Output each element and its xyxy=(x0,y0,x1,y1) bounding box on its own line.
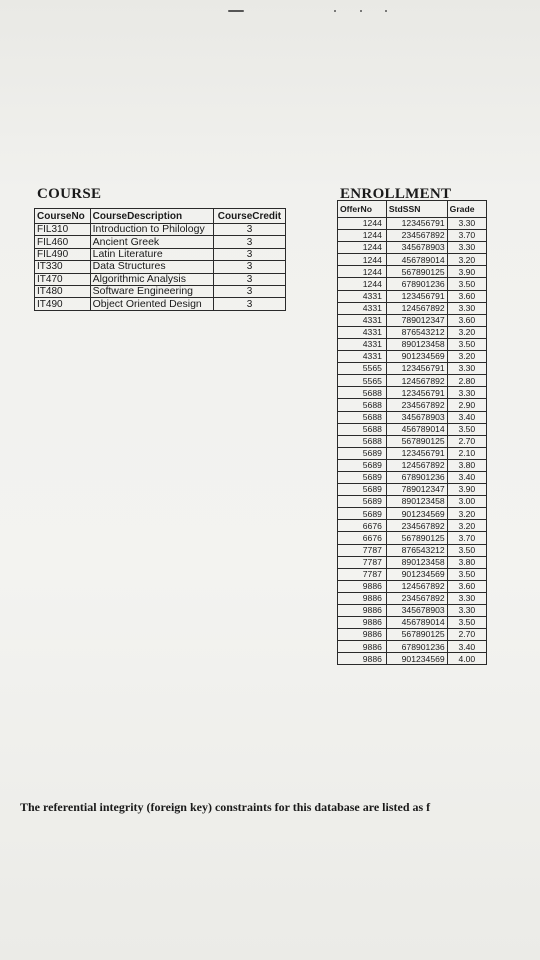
course-no-cell: IT480 xyxy=(35,285,91,297)
enrollment-row xyxy=(338,290,487,302)
enrollment-row xyxy=(338,629,487,641)
grade-cell: 3.30 xyxy=(447,218,486,230)
enrollment-row xyxy=(338,520,487,532)
std-ssn-cell: 789012347 xyxy=(386,484,447,496)
offer-no-cell: 1244 xyxy=(338,218,387,230)
enrollment-row xyxy=(338,375,487,387)
grade-cell: 3.40 xyxy=(447,411,486,423)
std-ssn-cell: 345678903 xyxy=(386,242,447,254)
enrollment-row xyxy=(338,641,487,653)
enrollment-row xyxy=(338,326,487,338)
enrollment-row xyxy=(338,617,487,629)
std-ssn-cell: 345678903 xyxy=(386,605,447,617)
enrollment-row xyxy=(338,302,487,314)
course-no-cell: FIL310 xyxy=(35,224,91,236)
enrollment-row xyxy=(338,351,487,363)
std-ssn-cell: 234567892 xyxy=(386,230,447,242)
enrollment-row xyxy=(338,592,487,604)
offer-no-cell: 1244 xyxy=(338,230,387,242)
grade-cell: 3.30 xyxy=(447,242,486,254)
enrollment-row xyxy=(338,242,487,254)
course-no-cell: FIL490 xyxy=(35,248,91,260)
offer-no-cell: 4331 xyxy=(338,314,387,326)
offer-no-cell: 5688 xyxy=(338,423,387,435)
offer-no-cell: 1244 xyxy=(338,266,387,278)
enrollment-row xyxy=(338,508,487,520)
offer-no-cell: 5689 xyxy=(338,447,387,459)
grade-cell: 3.40 xyxy=(447,471,486,483)
grade-cell: 3.50 xyxy=(447,544,486,556)
std-ssn-cell: 234567892 xyxy=(386,520,447,532)
course-row xyxy=(35,285,286,297)
enrollment-row xyxy=(338,471,487,483)
offer-no-cell: 9886 xyxy=(338,653,387,665)
std-ssn-cell: 456789014 xyxy=(386,423,447,435)
course-row xyxy=(35,273,286,285)
enrollment-row xyxy=(338,556,487,568)
grade-cell: 3.30 xyxy=(447,605,486,617)
grade-cell: 2.90 xyxy=(447,399,486,411)
enrollment-row xyxy=(338,568,487,580)
course-description-cell: Object Oriented Design xyxy=(90,298,213,310)
offer-no-cell: 5689 xyxy=(338,459,387,471)
enrollment-row xyxy=(338,435,487,447)
offer-no-cell: 4331 xyxy=(338,351,387,363)
enrollment-row xyxy=(338,484,487,496)
offer-no-cell: 7787 xyxy=(338,568,387,580)
course-row xyxy=(35,298,286,310)
course-credit-cell: 3 xyxy=(213,273,285,285)
offer-no-cell: 5688 xyxy=(338,399,387,411)
std-ssn-cell: 567890125 xyxy=(386,435,447,447)
course-table-title: COURSE xyxy=(37,186,102,202)
offer-no-cell: 5688 xyxy=(338,411,387,423)
grade-cell: 3.20 xyxy=(447,508,486,520)
std-ssn-cell: 901234569 xyxy=(386,653,447,665)
enrollment-header-row xyxy=(338,201,487,218)
course-credit-cell: 3 xyxy=(213,248,285,260)
enrollment-header-stdssn: StdSSN xyxy=(386,201,447,218)
offer-no-cell: 6676 xyxy=(338,520,387,532)
offer-no-cell: 1244 xyxy=(338,242,387,254)
grade-cell: 3.30 xyxy=(447,302,486,314)
course-description-cell: Ancient Greek xyxy=(90,236,213,248)
enrollment-row xyxy=(338,411,487,423)
std-ssn-cell: 901234569 xyxy=(386,351,447,363)
std-ssn-cell: 124567892 xyxy=(386,580,447,592)
grade-cell: 2.70 xyxy=(447,435,486,447)
offer-no-cell: 6676 xyxy=(338,532,387,544)
grade-cell: 3.60 xyxy=(447,290,486,302)
offer-no-cell: 5689 xyxy=(338,508,387,520)
course-table xyxy=(34,208,286,311)
grade-cell: 3.50 xyxy=(447,278,486,290)
course-no-cell: IT330 xyxy=(35,261,91,273)
course-credit-cell: 3 xyxy=(213,285,285,297)
grade-cell: 3.70 xyxy=(447,230,486,242)
enrollment-row xyxy=(338,314,487,326)
grade-cell: 2.80 xyxy=(447,375,486,387)
enrollment-row xyxy=(338,532,487,544)
offer-no-cell: 9886 xyxy=(338,592,387,604)
course-description-cell: Algorithmic Analysis xyxy=(90,273,213,285)
course-description-cell: Latin Literature xyxy=(90,248,213,260)
grade-cell: 3.20 xyxy=(447,351,486,363)
offer-no-cell: 4331 xyxy=(338,338,387,350)
grade-cell: 3.50 xyxy=(447,423,486,435)
enrollment-row xyxy=(338,459,487,471)
enrollment-row xyxy=(338,580,487,592)
std-ssn-cell: 123456791 xyxy=(386,447,447,459)
offer-no-cell: 5689 xyxy=(338,471,387,483)
ink-mark xyxy=(334,10,336,12)
std-ssn-cell: 678901236 xyxy=(386,641,447,653)
enrollment-table xyxy=(337,200,487,665)
std-ssn-cell: 456789014 xyxy=(386,254,447,266)
grade-cell: 3.30 xyxy=(447,387,486,399)
std-ssn-cell: 567890125 xyxy=(386,532,447,544)
ink-mark xyxy=(360,10,362,12)
std-ssn-cell: 124567892 xyxy=(386,302,447,314)
grade-cell: 3.30 xyxy=(447,363,486,375)
course-row xyxy=(35,261,286,273)
enrollment-row xyxy=(338,338,487,350)
grade-cell: 3.20 xyxy=(447,326,486,338)
enrollment-table-title: ENROLLMENT xyxy=(340,186,452,202)
enrollment-row xyxy=(338,447,487,459)
footer-text: The referential integrity (foreign key) constraints for this database are listed as f xyxy=(20,800,431,814)
grade-cell: 2.70 xyxy=(447,629,486,641)
std-ssn-cell: 124567892 xyxy=(386,459,447,471)
std-ssn-cell: 678901236 xyxy=(386,471,447,483)
offer-no-cell: 9886 xyxy=(338,641,387,653)
offer-no-cell: 9886 xyxy=(338,580,387,592)
course-credit-cell: 3 xyxy=(213,261,285,273)
grade-cell: 3.30 xyxy=(447,592,486,604)
std-ssn-cell: 234567892 xyxy=(386,399,447,411)
course-description-cell: Data Structures xyxy=(90,261,213,273)
enrollment-row xyxy=(338,363,487,375)
enrollment-row xyxy=(338,218,487,230)
offer-no-cell: 5688 xyxy=(338,435,387,447)
enrollment-row xyxy=(338,254,487,266)
std-ssn-cell: 876543212 xyxy=(386,544,447,556)
enrollment-row xyxy=(338,230,487,242)
enrollment-header-grade: Grade xyxy=(447,201,486,218)
offer-no-cell: 9886 xyxy=(338,629,387,641)
std-ssn-cell: 123456791 xyxy=(386,387,447,399)
grade-cell: 4.00 xyxy=(447,653,486,665)
course-no-cell: FIL460 xyxy=(35,236,91,248)
offer-no-cell: 5688 xyxy=(338,387,387,399)
course-no-cell: IT470 xyxy=(35,273,91,285)
offer-no-cell: 5689 xyxy=(338,496,387,508)
course-row xyxy=(35,224,286,236)
offer-no-cell: 5689 xyxy=(338,484,387,496)
std-ssn-cell: 567890125 xyxy=(386,266,447,278)
course-no-cell: IT490 xyxy=(35,298,91,310)
offer-no-cell: 7787 xyxy=(338,544,387,556)
grade-cell: 3.90 xyxy=(447,484,486,496)
std-ssn-cell: 345678903 xyxy=(386,411,447,423)
offer-no-cell: 5565 xyxy=(338,363,387,375)
grade-cell: 3.50 xyxy=(447,568,486,580)
course-description-cell: Software Engineering xyxy=(90,285,213,297)
std-ssn-cell: 123456791 xyxy=(386,218,447,230)
grade-cell: 3.20 xyxy=(447,254,486,266)
std-ssn-cell: 901234569 xyxy=(386,568,447,580)
std-ssn-cell: 124567892 xyxy=(386,375,447,387)
offer-no-cell: 1244 xyxy=(338,254,387,266)
enrollment-row xyxy=(338,496,487,508)
grade-cell: 3.90 xyxy=(447,266,486,278)
offer-no-cell: 9886 xyxy=(338,617,387,629)
offer-no-cell: 9886 xyxy=(338,605,387,617)
course-description-cell: Introduction to Philology xyxy=(90,224,213,236)
std-ssn-cell: 456789014 xyxy=(386,617,447,629)
std-ssn-cell: 123456791 xyxy=(386,363,447,375)
enrollment-row xyxy=(338,544,487,556)
std-ssn-cell: 567890125 xyxy=(386,629,447,641)
enrollment-row xyxy=(338,605,487,617)
grade-cell: 3.60 xyxy=(447,314,486,326)
offer-no-cell: 7787 xyxy=(338,556,387,568)
grade-cell: 3.70 xyxy=(447,532,486,544)
course-credit-cell: 3 xyxy=(213,224,285,236)
offer-no-cell: 4331 xyxy=(338,290,387,302)
ink-mark xyxy=(385,10,387,12)
enrollment-row xyxy=(338,278,487,290)
std-ssn-cell: 890123458 xyxy=(386,496,447,508)
course-row xyxy=(35,248,286,260)
grade-cell: 3.00 xyxy=(447,496,486,508)
enrollment-row xyxy=(338,387,487,399)
offer-no-cell: 1244 xyxy=(338,278,387,290)
ink-mark xyxy=(228,10,244,12)
offer-no-cell: 4331 xyxy=(338,326,387,338)
std-ssn-cell: 789012347 xyxy=(386,314,447,326)
grade-cell: 2.10 xyxy=(447,447,486,459)
std-ssn-cell: 890123458 xyxy=(386,556,447,568)
course-header-credit: CourseCredit xyxy=(213,209,285,224)
grade-cell: 3.50 xyxy=(447,338,486,350)
std-ssn-cell: 901234569 xyxy=(386,508,447,520)
grade-cell: 3.80 xyxy=(447,556,486,568)
offer-no-cell: 5565 xyxy=(338,375,387,387)
course-header-courseno: CourseNo xyxy=(35,209,91,224)
course-credit-cell: 3 xyxy=(213,298,285,310)
course-header-description: CourseDescription xyxy=(90,209,213,224)
course-row xyxy=(35,236,286,248)
std-ssn-cell: 234567892 xyxy=(386,592,447,604)
grade-cell: 3.60 xyxy=(447,580,486,592)
grade-cell: 3.80 xyxy=(447,459,486,471)
enrollment-header-offerno: OfferNo xyxy=(338,201,387,218)
enrollment-row xyxy=(338,423,487,435)
enrollment-row xyxy=(338,399,487,411)
offer-no-cell: 4331 xyxy=(338,302,387,314)
course-credit-cell: 3 xyxy=(213,236,285,248)
grade-cell: 3.40 xyxy=(447,641,486,653)
grade-cell: 3.50 xyxy=(447,617,486,629)
std-ssn-cell: 678901236 xyxy=(386,278,447,290)
grade-cell: 3.20 xyxy=(447,520,486,532)
enrollment-row xyxy=(338,653,487,665)
std-ssn-cell: 876543212 xyxy=(386,326,447,338)
std-ssn-cell: 123456791 xyxy=(386,290,447,302)
course-header-row xyxy=(35,209,286,224)
std-ssn-cell: 890123458 xyxy=(386,338,447,350)
enrollment-row xyxy=(338,266,487,278)
